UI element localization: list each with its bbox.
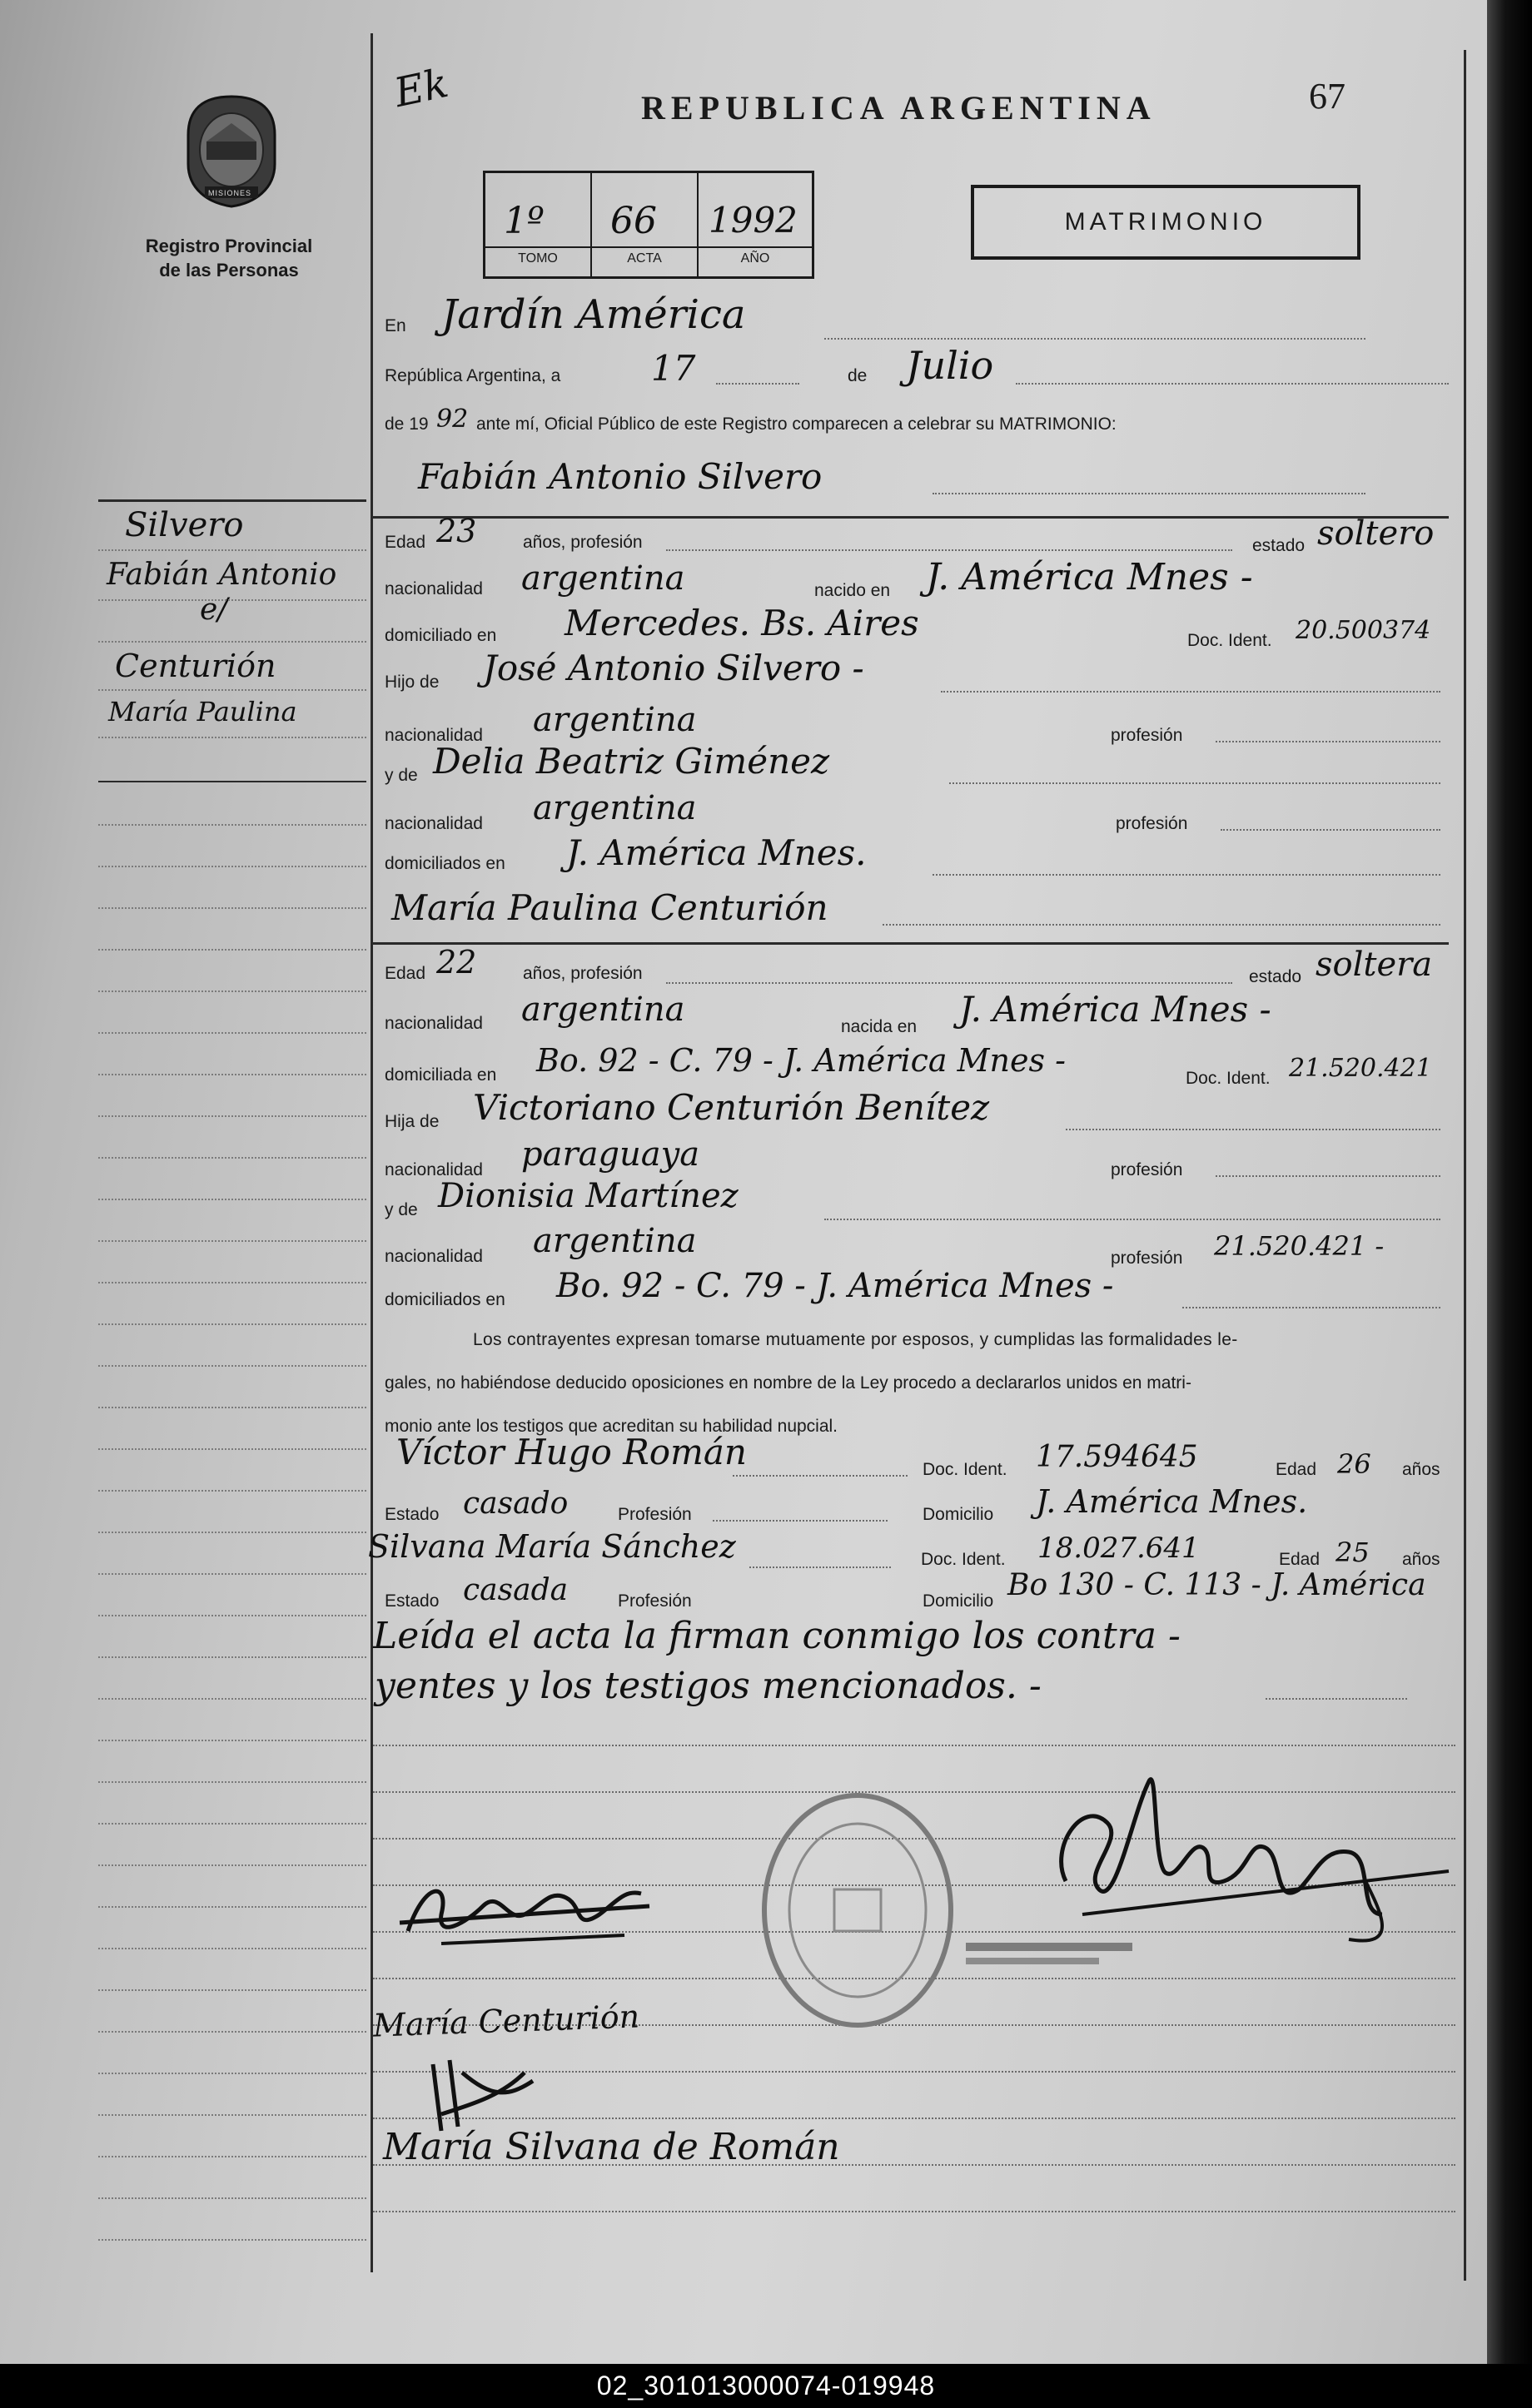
official-stamp-icon — [758, 1790, 958, 2031]
groom-nacionalidad: argentina — [521, 559, 685, 598]
bride-hija-label: Hija de — [385, 1112, 440, 1131]
witness1-estado: casado — [463, 1487, 569, 1521]
bride-yde-label: y de — [385, 1200, 418, 1219]
witness2-dom-label: Domicilio — [923, 1591, 994, 1611]
year-prefix: de 19 — [385, 415, 429, 434]
groom-parents-dom-label: domiciliados en — [385, 854, 505, 873]
bride-parents-dom: Bo. 92 - C. 79 - J. América Mnes - — [556, 1267, 1114, 1305]
bride-name: María Paulina Centurión — [391, 887, 828, 928]
registry-name-line1: Registro Provincial — [145, 236, 313, 256]
groom-father: José Antonio Silvero - — [483, 648, 864, 688]
bride-father: Victoriano Centurión Benítez — [473, 1087, 990, 1128]
bride-mother-prof-label: profesión — [1111, 1249, 1183, 1268]
groom-estado-label: estado — [1252, 536, 1306, 555]
declaration-line2: gales, no habiéndose deducido oposiciones en nombre de la Ley procedo a declararlos unidos en matri- — [385, 1373, 1191, 1393]
margin-surname-groom: Silvero — [125, 506, 244, 544]
margin-surname-bride: Centurión — [115, 648, 276, 684]
tomo-value: 1º — [504, 200, 545, 242]
officer-signature-icon — [1032, 1748, 1465, 1948]
closing-line1: Leída el acta la firman conmigo los contra - — [373, 1615, 1181, 1657]
bride-father-nac: paraguaya — [521, 1135, 700, 1174]
witness1-edad: 26 — [1337, 1448, 1371, 1480]
registry-seal — [182, 93, 281, 210]
margin-name-groom: Fabián Antonio — [107, 558, 337, 592]
groom-signature-icon — [391, 1864, 658, 1956]
witness1-edad-label: Edad — [1276, 1460, 1317, 1479]
witness1-name: Víctor Hugo Román — [396, 1432, 747, 1472]
witness2-edad: 25 — [1336, 1537, 1370, 1568]
groom-name: Fabián Antonio Silvero — [418, 456, 823, 497]
groom-father-prof-label: profesión — [1111, 726, 1183, 745]
bride-mother-nac: argentina — [533, 1222, 697, 1260]
acta-label: ACTA — [592, 246, 697, 266]
groom-yde-label: y de — [385, 766, 418, 785]
witness2-dom: Bo 130 - C. 113 - J. América — [1007, 1568, 1426, 1602]
bride-nacida-label: nacida en — [841, 1017, 918, 1036]
witness2-estado-label: Estado — [385, 1591, 440, 1611]
groom-nacido-label: nacido en — [814, 581, 891, 600]
bride-edad-label: Edad — [385, 964, 426, 983]
witness2-signature: María Silvana de Román — [383, 2126, 840, 2168]
groom-domicilio: Mercedes. Bs. Aires — [565, 603, 919, 643]
witness1-estado-label: Estado — [385, 1505, 440, 1524]
column-divider — [371, 33, 373, 2272]
intro-statement: ante mí, Oficial Público de este Registro comparecen a celebrar su MATRIMONIO: — [476, 415, 1117, 434]
witness2-doc: 18.027.641 — [1037, 1532, 1200, 1565]
bride-mother-nac-label: nacionalidad — [385, 1247, 483, 1266]
bride-doc: 21.520.421 — [1289, 1054, 1432, 1083]
day-value: 17 — [651, 348, 696, 389]
groom-profesion-label: años, profesión — [523, 533, 643, 552]
witness1-dom: J. América Mnes. — [1036, 1483, 1308, 1520]
groom-edad-label: Edad — [385, 533, 426, 552]
bride-mother-prof: 21.520.421 - — [1214, 1230, 1385, 1262]
groom-father-nac: argentina — [533, 701, 697, 739]
page-number: 67 — [1309, 76, 1345, 117]
witness2-doc-label: Doc. Ident. — [921, 1550, 1006, 1569]
groom-hijo-label: Hijo de — [385, 673, 440, 692]
groom-parents-dom: J. América Mnes. — [566, 832, 867, 873]
year-suffix: 92 — [436, 405, 469, 434]
ano-label: AÑO — [699, 246, 812, 266]
witness2-name: Silvana María Sánchez — [368, 1528, 736, 1565]
bride-signature: María Centurión — [372, 1998, 640, 2044]
republica-label: República Argentina, a — [385, 366, 561, 385]
republic-title: REPUBLICA ARGENTINA — [641, 89, 1156, 127]
corner-initials: Ek — [390, 59, 453, 117]
file-identifier: 02_301013000074-019948 — [596, 2371, 936, 2401]
bride-mother: Dionisia Martínez — [438, 1177, 739, 1215]
groom-mother-nac-label: nacionalidad — [385, 814, 483, 833]
witness1-doc-label: Doc. Ident. — [923, 1460, 1007, 1479]
bride-section-rule — [373, 942, 1449, 945]
groom-mother: Delia Beatriz Giménez — [433, 741, 830, 782]
closing-line2: yentes y los testigos mencionados. - — [375, 1665, 1042, 1707]
groom-nacido: J. América Mnes - — [926, 556, 1253, 598]
bride-nacida: J. América Mnes - — [959, 989, 1271, 1030]
groom-nac-label: nacionalidad — [385, 579, 483, 598]
declaration-line1: Los contrayentes expresan tomarse mutuamente por esposos, y cumplidas las formalidades le- — [473, 1330, 1238, 1349]
bride-father-nac-label: nacionalidad — [385, 1160, 483, 1179]
witness1-prof-label: Profesión — [618, 1505, 692, 1524]
witness2-anos-label: años — [1402, 1550, 1440, 1569]
bride-dom-label: domiciliada en — [385, 1065, 497, 1085]
witness2-edad-label: Edad — [1279, 1550, 1321, 1569]
witness1-anos-label: años — [1402, 1460, 1440, 1479]
groom-estado: soltero — [1317, 514, 1435, 553]
registry-name-line2: de las Personas — [159, 260, 299, 281]
bride-nac-label: nacionalidad — [385, 1014, 483, 1033]
declaration-line3: monio ante los testigos que acreditan su habilidad nupcial. — [385, 1417, 838, 1436]
margin-top-rule — [98, 499, 366, 502]
bride-parents-dom-label: domiciliados en — [385, 1290, 505, 1309]
groom-doc-label: Doc. Ident. — [1187, 631, 1272, 650]
groom-dom-label: domiciliado en — [385, 626, 497, 645]
groom-mother-nac: argentina — [533, 789, 697, 827]
document-type-box: MATRIMONIO — [971, 185, 1360, 260]
ano-value: 1992 — [709, 200, 798, 241]
tomo-acta-ano-box — [483, 171, 814, 279]
bride-doc-label: Doc. Ident. — [1186, 1069, 1271, 1088]
seal-label: MISIONES — [208, 189, 252, 197]
bride-father-prof-label: profesión — [1111, 1160, 1183, 1179]
bride-edad: 22 — [436, 944, 477, 981]
place-value: Jardín América — [441, 291, 746, 338]
witness1-doc: 17.594645 — [1036, 1440, 1198, 1474]
place-label: En — [385, 316, 406, 335]
month-label: de — [848, 366, 868, 385]
groom-section-rule — [373, 516, 1449, 519]
tomo-label: TOMO — [485, 246, 590, 266]
groom-edad: 23 — [436, 513, 477, 549]
groom-mother-prof-label: profesión — [1116, 814, 1188, 833]
bride-domicilio: Bo. 92 - C. 79 - J. América Mnes - — [536, 1042, 1066, 1079]
witness2-prof-label: Profesión — [618, 1591, 692, 1611]
bride-estado: soltera — [1316, 946, 1433, 984]
bride-profesion-label: años, profesión — [523, 964, 643, 983]
month-value: Julio — [906, 343, 994, 388]
margin-name-bride: María Paulina — [108, 696, 297, 727]
book-spine — [1487, 0, 1532, 2364]
acta-value: 66 — [610, 200, 657, 242]
bride-estado-label: estado — [1249, 967, 1302, 986]
groom-father-nac-label: nacionalidad — [385, 726, 483, 745]
groom-doc: 20.500374 — [1296, 616, 1431, 645]
bride-nacionalidad: argentina — [521, 991, 685, 1029]
margin-conjunction: e/ — [200, 593, 228, 627]
witness2-estado: casada — [463, 1573, 569, 1607]
witness1-dom-label: Domicilio — [923, 1505, 994, 1524]
